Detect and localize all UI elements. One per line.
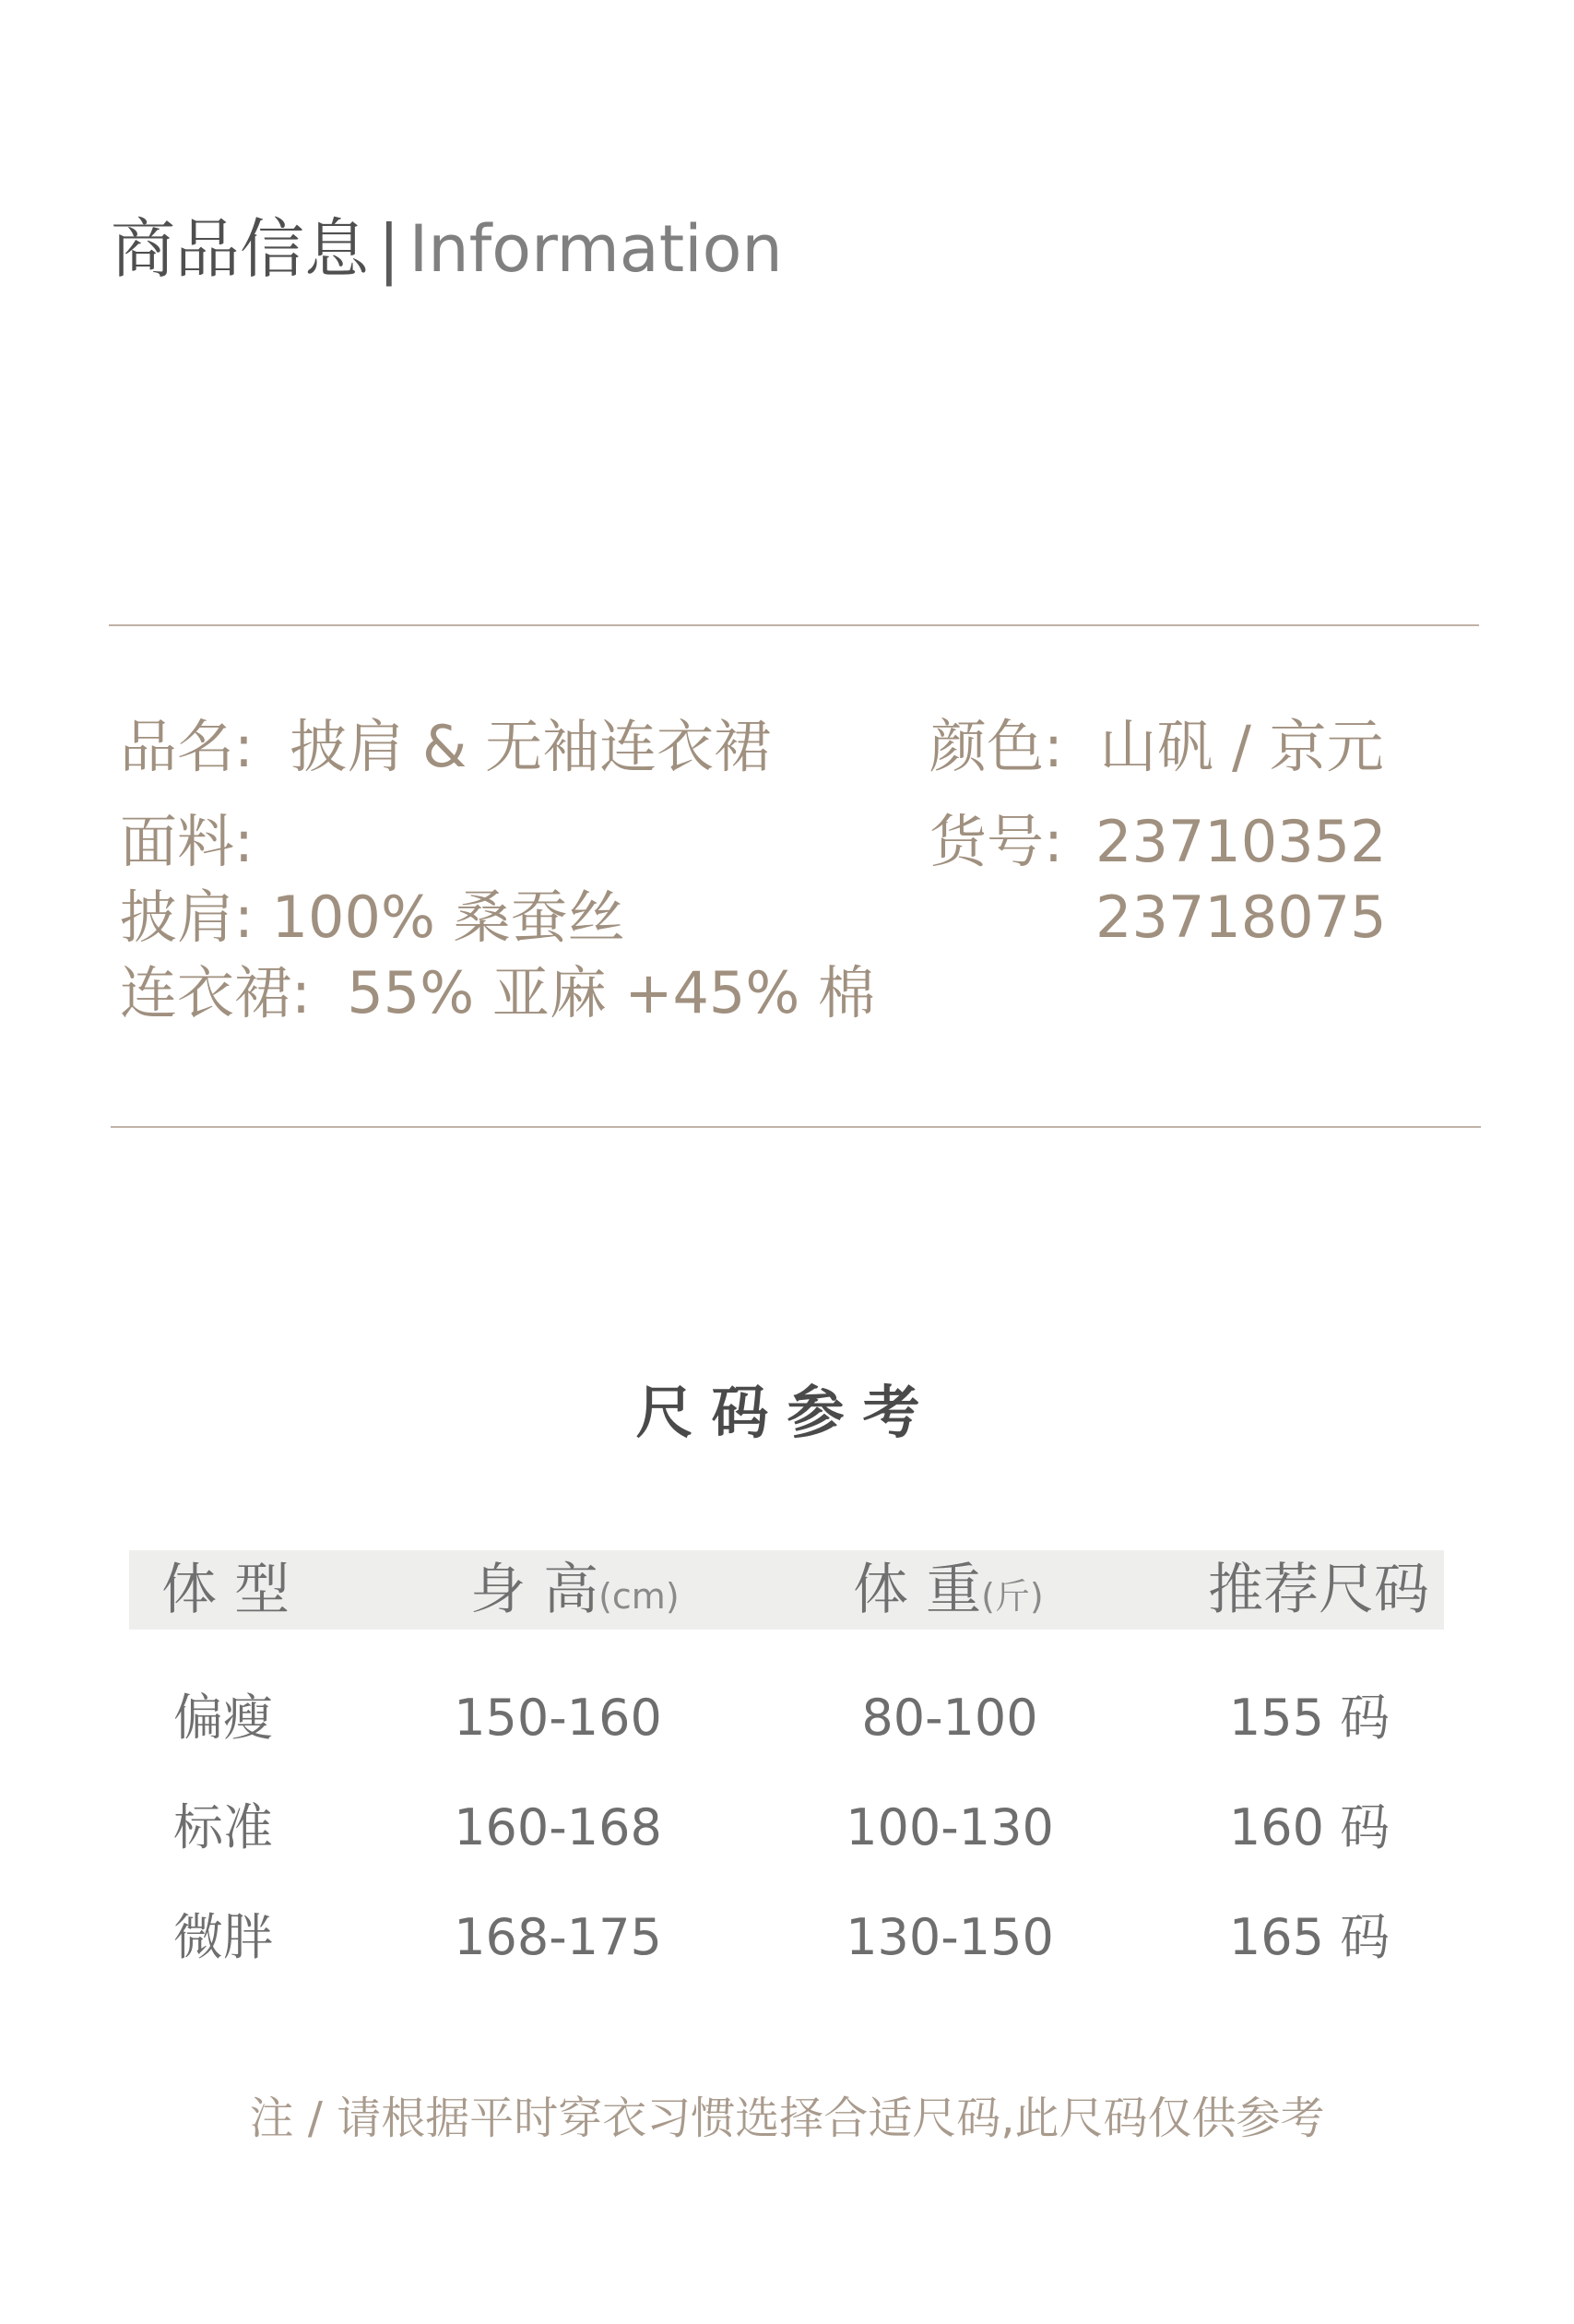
header-height-unit: (cm) [598, 1576, 680, 1617]
shawl-row [120, 881, 625, 954]
sku-label: 货号: [929, 808, 1063, 875]
dress-value: 55% 亚麻 +45% 棉 [347, 959, 875, 1026]
table-cell-type: 微胖 [173, 1908, 273, 1966]
header-body-type: 体 型 [161, 1558, 290, 1622]
table-cell-size: 155 码 [1228, 1689, 1391, 1747]
table-cell-size: 165 码 [1228, 1908, 1391, 1966]
table-cell-height: 160-168 [454, 1798, 662, 1856]
title-cn: 商品信息 [111, 211, 369, 287]
dress-label: 连衣裙: [120, 959, 311, 1026]
size-table-header [129, 1550, 1444, 1630]
header-recommended-size: 推荐尺码 [1208, 1558, 1429, 1622]
title-en: Information [408, 211, 783, 287]
header-weight-unit: (斤) [981, 1576, 1044, 1617]
size-note: 注 / 请根据平时穿衣习惯选择合适尺码,此尺码仅供参考 [249, 2093, 1325, 2144]
table-cell-weight: 100-130 [846, 1798, 1054, 1856]
table-cell-type: 标准 [173, 1798, 273, 1856]
sku-value-1: 23710352 [1095, 808, 1387, 875]
color-value: 山矾 / 京元 [1099, 713, 1384, 780]
table-cell-size: 160 码 [1228, 1798, 1391, 1856]
size-section-title: 尺码参考 [635, 1379, 939, 1446]
page-title [111, 208, 783, 290]
table-cell-type: 偏瘦 [173, 1689, 273, 1747]
table-cell-weight: 130-150 [846, 1908, 1054, 1966]
bottom-divider [111, 1126, 1481, 1128]
shawl-label: 披肩: [120, 883, 254, 951]
color-label: 颜色: [929, 713, 1063, 780]
product-name-label: 品名: [120, 713, 254, 780]
product-name-row [120, 710, 771, 784]
top-divider [109, 624, 1479, 626]
fabric-label: 面料: [120, 808, 254, 875]
sku-value-2: 23718075 [1095, 883, 1387, 951]
color-row [929, 710, 1384, 784]
title-separator: | [378, 211, 400, 287]
header-height: 身 高(cm) [470, 1558, 680, 1622]
table-cell-weight: 80-100 [861, 1689, 1038, 1747]
shawl-value: 100% 桑蚕丝 [271, 883, 625, 951]
dress-row [120, 956, 875, 1030]
table-cell-height: 150-160 [454, 1689, 662, 1747]
header-weight: 体 重(斤) [853, 1558, 1044, 1622]
table-cell-height: 168-175 [454, 1908, 662, 1966]
product-name-value: 披肩 & 无袖连衣裙 [290, 713, 772, 780]
